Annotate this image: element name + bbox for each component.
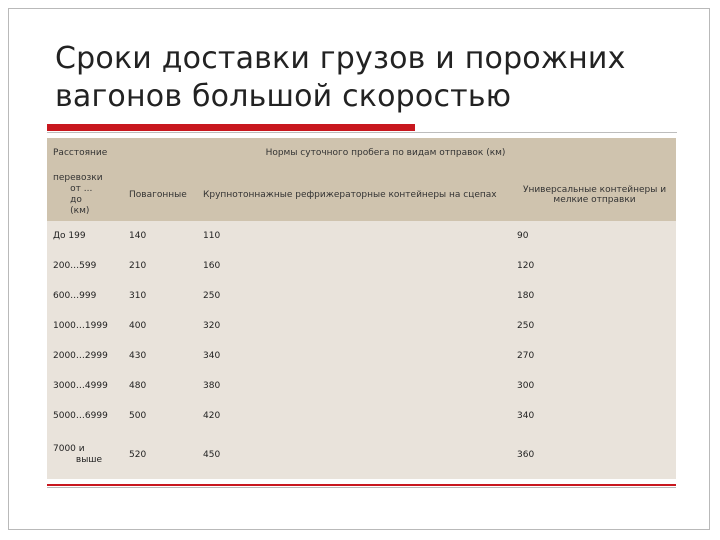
row-wagon-value: 520: [129, 450, 147, 460]
row-universal-value: 340: [517, 411, 535, 421]
header-wagon: Повагонные: [129, 189, 187, 200]
table-row: [47, 281, 676, 311]
table-row: [47, 371, 676, 401]
row-universal-value: 120: [517, 261, 535, 271]
row-distance: 2000…2999: [53, 350, 108, 361]
row-distance: 200…599: [53, 260, 97, 271]
title-accent-bar: [47, 124, 415, 131]
row-wagon-value: 310: [129, 291, 147, 301]
row-large-container-value: 320: [203, 321, 221, 331]
table-row: [47, 341, 676, 371]
row-distance: 7000 и выше: [53, 444, 103, 465]
row-universal-value: 250: [517, 321, 535, 331]
row-wagon-value: 480: [129, 381, 147, 391]
header-universal-containers: Универсальные контейнеры и мелкие отправки: [522, 184, 667, 205]
table-row: [47, 401, 676, 431]
row-wagon-value: 210: [129, 261, 147, 271]
row-universal-value: 300: [517, 381, 535, 391]
row-distance: 5000…6999: [53, 410, 108, 421]
row-universal-value: 360: [517, 450, 535, 460]
row-large-container-value: 110: [203, 231, 221, 241]
row-distance: 600…999: [53, 290, 97, 301]
delivery-norms-table: [47, 138, 676, 479]
table-bottom-divider: [47, 487, 676, 488]
table-header-row-1: [47, 138, 676, 168]
row-large-container-value: 160: [203, 261, 221, 271]
row-universal-value: 90: [517, 231, 529, 241]
table-row: [47, 221, 676, 251]
row-large-container-value: 340: [203, 351, 221, 361]
row-large-container-value: 420: [203, 411, 221, 421]
slide-title: Сроки доставки грузов и порожних вагонов большой скоростью: [55, 41, 626, 114]
header-norms: Нормы суточного пробега по видам отправок (км): [265, 148, 506, 158]
row-large-container-value: 450: [203, 450, 221, 460]
header-large-containers: Крупнотоннажные рефрижераторные контейнеры на сцепах: [203, 189, 497, 200]
row-wagon-value: 500: [129, 411, 147, 421]
table-row: [47, 311, 676, 341]
title-divider: [47, 132, 677, 133]
row-wagon-value: 140: [129, 231, 147, 241]
table-header-row-2: [47, 168, 676, 221]
row-distance: До 199: [53, 230, 86, 241]
row-large-container-value: 380: [203, 381, 221, 391]
row-universal-value: 180: [517, 291, 535, 301]
table-row: [47, 431, 676, 479]
table-bottom-accent: [47, 484, 676, 486]
row-wagon-value: 430: [129, 351, 147, 361]
row-distance: 1000…1999: [53, 320, 108, 331]
table-row: [47, 251, 676, 281]
row-universal-value: 270: [517, 351, 535, 361]
row-distance: 3000…4999: [53, 380, 108, 391]
header-distance: Расстояние: [53, 148, 108, 158]
row-large-container-value: 250: [203, 291, 221, 301]
header-distance-range: перевозки от ... до (км): [53, 172, 103, 216]
row-wagon-value: 400: [129, 321, 147, 331]
